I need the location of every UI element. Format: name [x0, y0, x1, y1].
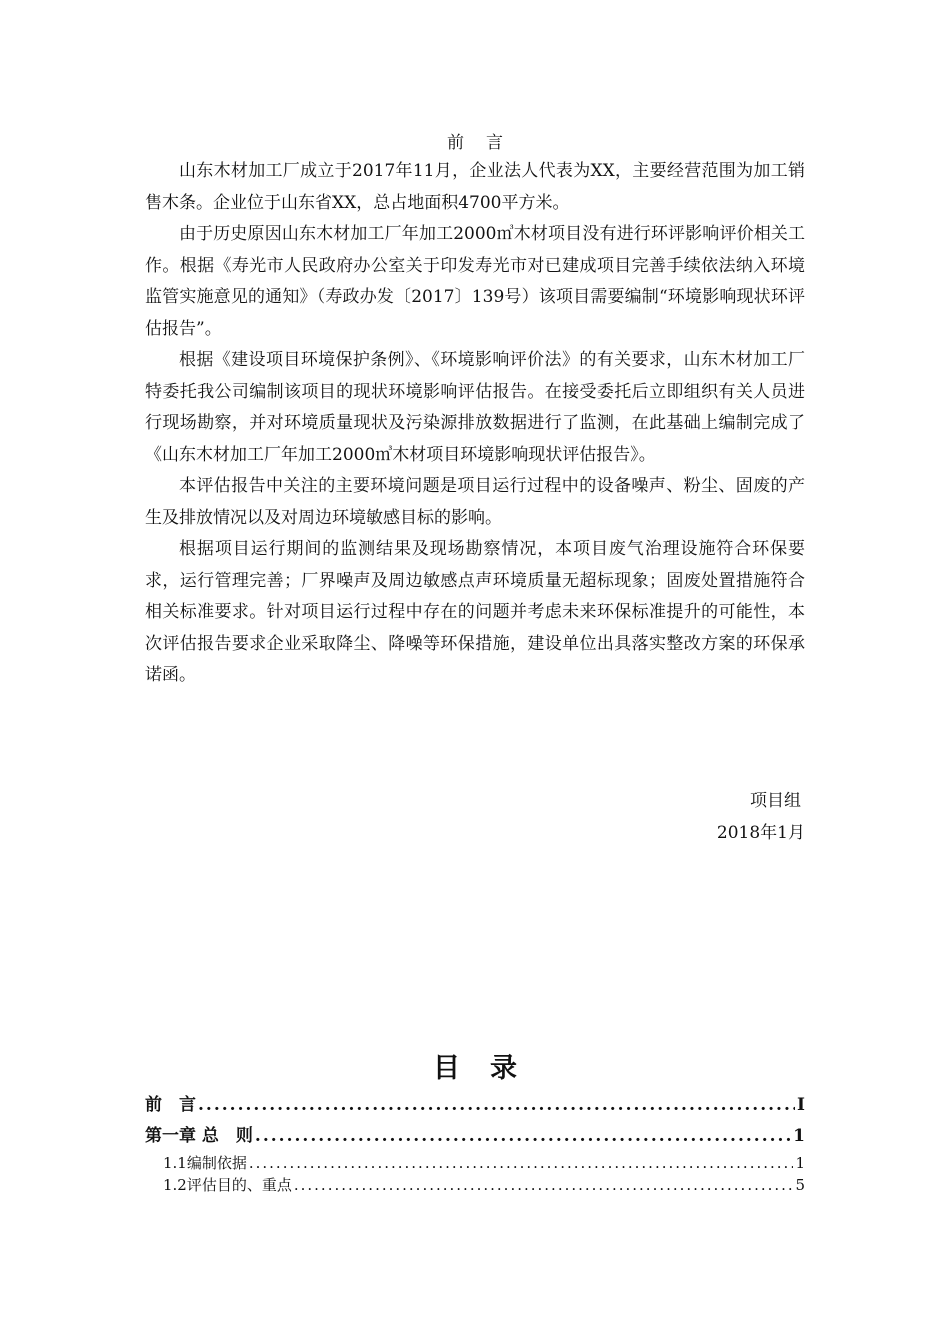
toc-leader-dots	[294, 1174, 794, 1196]
toc-entry-section-1-1[interactable]	[145, 1152, 805, 1174]
toc-entry-label: 前 言	[145, 1095, 196, 1115]
toc-leader-dots	[255, 1121, 791, 1152]
signature-date: 2018年1月	[716, 823, 805, 843]
preface-paragraph-4: 本评估报告中关注的主要环境问题是项目运行过程中的设备噪声、粉尘、固废的产生及排放情况以及对周边环境敏感目标的影响。	[145, 476, 805, 528]
toc-entry-page: 1	[793, 1126, 805, 1146]
signature-organization: 项目组	[750, 791, 801, 811]
preface-heading	[0, 128, 950, 153]
toc-entry-label: 1.2评估目的、重点	[163, 1176, 292, 1194]
toc-entry-label: 第一章 总 则	[145, 1126, 253, 1146]
toc-entry-page: I	[797, 1095, 805, 1115]
preface-heading-char-2: 言	[486, 133, 503, 153]
preface-heading-char-1: 前	[447, 133, 464, 153]
toc-leader-dots	[198, 1090, 795, 1121]
toc-entry-preface[interactable]	[145, 1090, 805, 1121]
preface-paragraph-2: 由于历史原因山东木材加工厂年加工2000㎥木材项目没有进行环评影响评价相关工作。根据《寿光市人民政府办公室关于印发寿光市对已建成项目完善手续依法纳入环境监管实施意见的通知》（寿政办发〔2017〕139号）该项目需要编制“环境影响现状环评估报告”。	[145, 224, 805, 339]
toc-leader-dots	[249, 1152, 794, 1174]
preface-paragraph-3: 根据《建设项目环境保护条例》、《环境影响评价法》的有关要求，山东木材加工厂特委托我公司编制该项目的现状环境影响评估报告。在接受委托后立即组织有关人员进行现场勘察，并对环境质量现状及污染源排放数据进行了监测，在此基础上编制完成了《山东木材加工厂年加工2000㎥木材项目环境影响现状评估报告》。	[145, 350, 805, 465]
toc-entry-page: 5	[795, 1176, 805, 1194]
toc-entry-chapter-1[interactable]	[145, 1121, 805, 1152]
toc-heading-char-2: 录	[490, 1053, 517, 1084]
toc-heading-char-1: 目	[433, 1053, 460, 1084]
preface-paragraph-5: 根据项目运行期间的监测结果及现场勘察情况，本项目废气治理设施符合环保要求，运行管理完善；厂界噪声及周边敏感点声环境质量无超标现象；固废处置措施符合相关标准要求。针对项目运行过程中存在的问题并考虑未来环保标准提升的可能性，本次评估报告要求企业采取降尘、降噪等环保措施，建设单位出具落实整改方案的环保承诺函。	[145, 539, 805, 685]
table-of-contents	[145, 1090, 805, 1196]
preface-paragraph-1: 山东木材加工厂成立于2017年11月，企业法人代表为XX，主要经营范围为加工销售木条。企业位于山东省XX，总占地面积4700平方米。	[145, 161, 805, 213]
toc-heading	[0, 1046, 950, 1085]
toc-entry-section-1-2[interactable]	[145, 1174, 805, 1196]
toc-entry-label: 1.1编制依据	[163, 1154, 247, 1172]
toc-entry-page: 1	[795, 1154, 805, 1172]
preface-body	[145, 156, 805, 692]
